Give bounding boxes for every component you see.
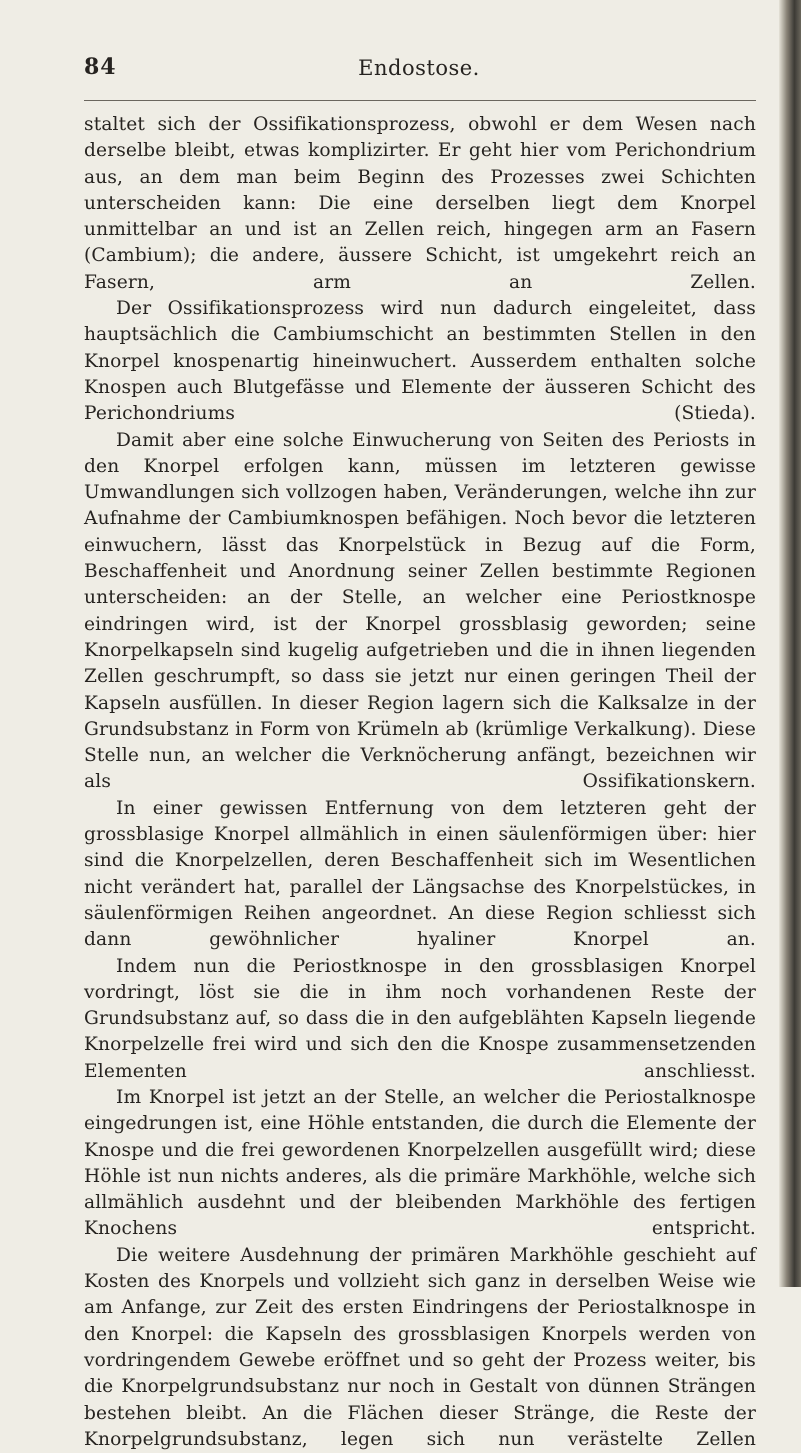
running-title: Endostose. <box>358 56 480 80</box>
paragraph-6: Im Knorpel ist jetzt an der Stelle, an welcher die Periostalknospe eingedrungen ist, eine Höhle entstanden, die durch die Elemente der Knospe und die frei gewordenen Knorpelzellen ausgefüllt wird; diese Höhle ist nun nichts anderes, als die primäre Markhöhle, welche sich allmählich ausdehnt und der bleibenden Markhöhle des fertigen Knochens entspricht. <box>84 1086 756 1240</box>
page-edge-shadow <box>779 0 801 1287</box>
page-number: 84 <box>84 54 117 80</box>
header-rule <box>84 100 756 101</box>
paragraph-1: staltet sich der Ossifikationsprozess, obwohl er dem Wesen nach derselbe bleibt, etwas komplizirter. Er geht hier vom Perichondrium aus, an dem man beim Beginn des Prozesses zwei Schichten unterscheiden kann: Die eine derselben liegt dem Knorpel unmittelbar an und ist an Zellen reich, hingegen arm an Fasern (Cambium); die andere, äussere Schicht, ist umgekehrt reich an Fasern, arm an Zellen. <box>84 114 756 293</box>
paragraph-4: In einer gewissen Entfernung von dem letzteren geht der grossblasige Knorpel allmählich in einen säulenförmigen über: hier sind die Knorpelzellen, deren Beschaffenheit sich im Wesentlichen nicht verändert hat, parallel der Längsachse des Knorpelstückes, in säulenförmigen Reihen angeordnet. An diese Region schliesst sich dann gewöhnlicher hyaliner Knorpel an. <box>84 797 756 951</box>
page-header <box>84 54 754 84</box>
paragraph-2: Der Ossifikationsprozess wird nun dadurch eingeleitet, dass hauptsächlich die Cambiumschicht an bestimmten Stellen in den Knorpel knospenartig hineinwuchert. Ausserdem enthalten solche Knospen auch Blutgefässe und Elemente der äusseren Schicht des Perichondriums (Stieda). <box>84 298 756 425</box>
paragraph-5: Indem nun die Periostknospe in den grossblasigen Knorpel vordringt, löst sie die in ihm noch vorhandenen Reste der Grundsubstanz auf, so dass die in den aufgeblähten Kapseln liegende Knorpelzelle frei wird und sich den die Knospe zusammensetzenden Elementen anschliesst. <box>84 955 756 1082</box>
paragraph-3: Damit aber eine solche Einwucherung von Seiten des Periosts in den Knorpel erfolgen kann, müssen im letzteren gewisse Umwandlungen sich vollzogen haben, Veränderungen, welche ihn zur Aufnahme der Cambiumknospen befähigen. Noch bevor die letzteren einwuchern, lässt das Knorpelstück in Bezug auf die Form, Beschaffenheit und Anordnung seiner Zellen bestimmte Regionen unterscheiden: an der Stelle, an welcher eine Periostknospe eindringen wird, ist der Knorpel grossblasig geworden; seine Knorpelkapseln sind kugelig aufgetrieben und die in ihnen liegenden Zellen geschrumpft, so dass sie jetzt nur einen geringen Theil der Kapseln ausfüllen. In dieser Region lagern sich die Kalksalze in der Grundsubstanz in Form von Krümeln ab (krümlige Verkalkung). Diese Stelle nun, an welcher die Verknöcherung anfängt, bezeichnen wir als Ossifikationskern. <box>84 429 756 793</box>
body-text <box>84 112 756 1453</box>
paragraph-7: Die weitere Ausdehnung der primären Markhöhle geschieht auf Kosten des Knorpels und vollzieht sich ganz in derselben Weise wie am Anfange, zur Zeit des ersten Eindringens der Periostalknospe in den Knorpel: die Kapseln des grossblasigen Knorpels werden von vordringendem Gewebe eröffnet und so geht der Prozess weiter, bis die Knorpelgrundsubstanz nur noch in Gestalt von dünnen Strängen bestehen bleibt. An die Flächen dieser Stränge, die Reste der Knorpelgrundsubstanz, legen sich nun verästelte Zellen <box>84 1244 756 1450</box>
